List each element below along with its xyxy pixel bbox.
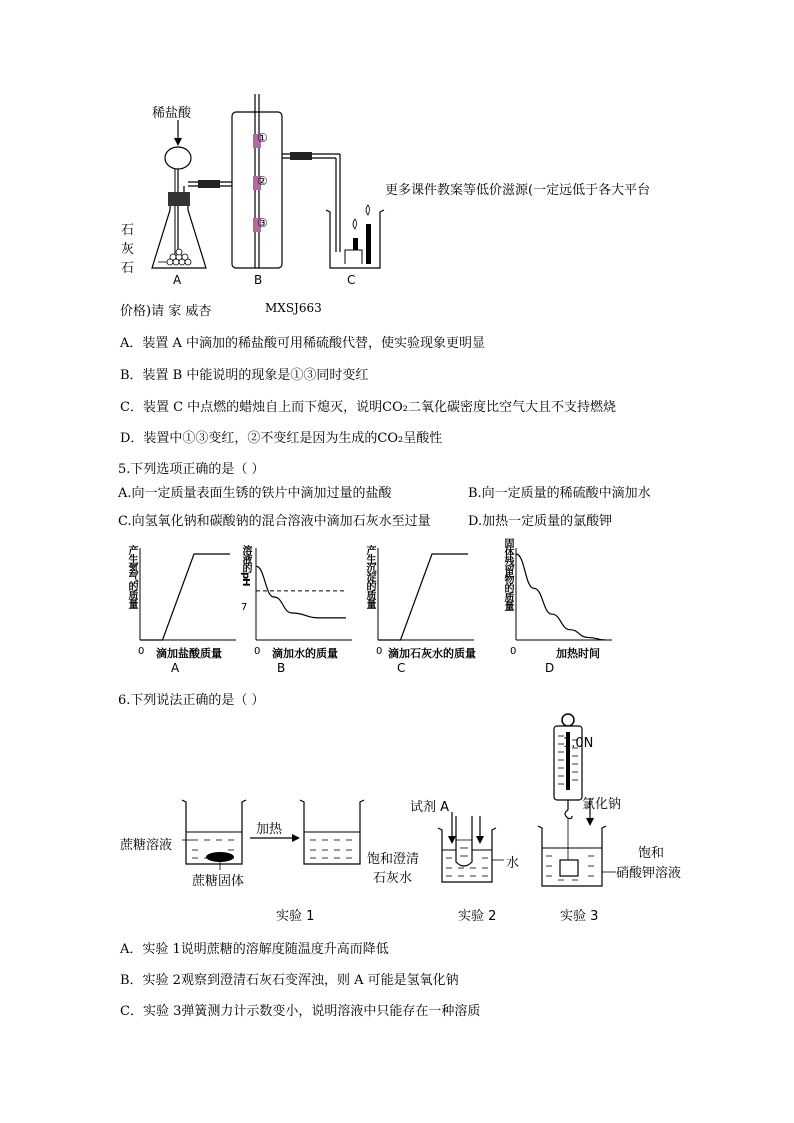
chart-c-series-line [378,554,468,640]
q5-option-d: D.加热一定质量的氯酸钾 [468,514,613,529]
q5-stem: 5.下列选项正确的是（ ） [118,462,265,477]
limestone-char-2: 灰 [121,242,135,257]
dilute-hcl-label: 稀盐酸 [152,106,192,121]
exp1-caption: 实验 1 [276,909,315,924]
tube-mark-2: ② [257,174,268,188]
q4-option-b: B．装置 B 中能说明的现象是①③同时变红 [120,368,369,383]
chart-d-label: D [545,661,555,675]
chart-d-origin: 0 [510,646,517,657]
saturated-label-2: 硝酸钾溶液 [616,866,682,881]
ad-text-line1: 更多课件教案等低价滋源(一定远低于各大平台 [385,183,651,198]
chart-a-label: A [171,661,180,675]
saturated-label-1: 饱和 [638,846,665,861]
q6-option-b: B．实验 2观察到澄清石灰石变浑浊，则 A 可能是氢氧化钠 [120,973,459,988]
chart-d [506,540,616,650]
q4-option-d: D．装置中①③变红，②不变红是因为生成的CO₂呈酸性 [120,431,443,446]
q5-option-a: A.向一定质量表面生锈的铁片中滴加过量的盐酸 [118,486,392,501]
label-a: A [173,273,182,287]
label-c: C [347,273,356,287]
q6-option-a: A．实验 1说明蔗糖的溶解度随温度升高而降低 [120,942,389,957]
q6-stem: 6.下列说法正确的是（ ） [118,693,265,708]
chart-b-label: B [277,661,286,675]
water-label: 水 [506,856,520,871]
q5-option-c: C.向氢氧化钠和碳酸钠的混合溶液中滴加石灰水至过量 [118,514,431,529]
limewater-label-1: 饱和澄清 [367,852,420,867]
label-b: B [254,273,263,287]
limestone-char-3: 石 [121,261,135,276]
q6-option-c: C．实验 3弹簧测力计示数变小，说明溶液中只能存在一种溶质 [120,1004,481,1019]
ad-text-line2: 价格)请 家 威杏 [120,304,212,319]
sugar-solution-label: 蔗糖溶液 [120,838,173,853]
q4-option-a: A．装置 A 中滴加的稀盐酸可用稀硫酸代替，使实验现象更明显 [120,336,486,351]
chart-a-series-line [140,554,230,640]
chart-a [130,540,240,650]
q5-option-b: B.向一定质量的稀硫酸中滴加水 [468,486,651,501]
chart-c [368,540,478,650]
sugar-solid-label: 蔗糖固体 [192,874,245,889]
chart-a-ylabel: 产生氢气的质量 [126,545,137,608]
chart-d-xlabel: 加热时间 [556,647,600,660]
limewater-label-2: 石灰水 [373,871,413,886]
chart-c-label: C [397,661,406,675]
apparatus-drawing [140,92,400,282]
chart-d-ylabel: 固体残留物的质量 [502,538,513,610]
q4-option-c: C．装置 C 中点燃的蜡烛自上而下熄灭，说明CO₂二氧化碳密度比空气大且不支持燃烧 [120,400,616,415]
chart-a-origin: 0 [138,646,145,657]
chart-b [246,540,356,650]
chart-a-xlabel: 滴加盐酸质量 [156,647,222,660]
chart-c-xlabel: 滴加石灰水的质量 [388,647,476,660]
chart-b-xlabel: 滴加水的质量 [272,647,338,660]
chart-b-origin: 0 [254,646,261,657]
tube-mark-1: ① [257,131,268,145]
reagent-a-label: 试剂 A [410,800,450,815]
chart-c-origin: 0 [376,646,383,657]
scale-reading: 1.0N [563,736,594,751]
nacl-label: 氯化钠 [582,797,622,812]
tube-mark-3: ③ [257,216,268,230]
chart-c-ylabel: 产生沉淀的质量 [364,545,375,608]
limestone-char-1: 石 [121,223,135,238]
chart-d-series-line [516,554,606,640]
ad-code: MXSJ663 [265,301,322,315]
exp2-caption: 实验 2 [458,909,497,924]
chart-b-ref-label: 7 [241,602,248,613]
chart-b-ylabel: 溶液的pH [240,545,251,586]
chart-b-series-line [256,566,346,618]
heat-label: 加热 [256,822,283,837]
exp3-caption: 实验 3 [560,909,599,924]
